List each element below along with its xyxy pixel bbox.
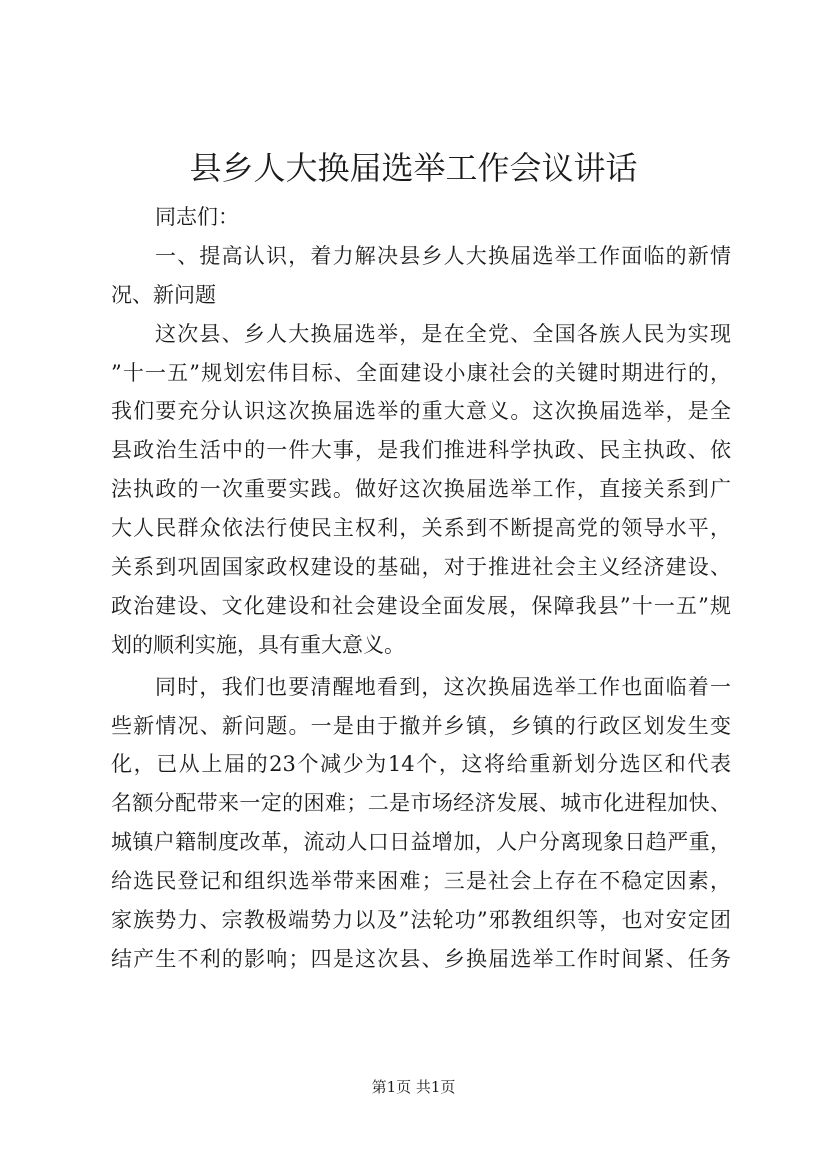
text-line: 化，已从上届的23个减少为14个，这将给重新划分选区和代表 xyxy=(111,752,731,777)
document-title: 县乡人大换届选举工作会议讲话 xyxy=(189,149,638,187)
text-line: 家族势力、宗教极端势力以及”法轮功”邪教组织等，也对安定团 xyxy=(111,908,731,933)
text-line: 些新情况、新问题。一是由于撤并乡镇，乡镇的行政区划发生变 xyxy=(111,713,731,738)
text-line: 名额分配带来一定的困难；二是市场经济发展、城市化进程加快、 xyxy=(111,791,731,816)
text-line: 县政治生活中的一件大事，是我们推进科学执政、民主执政、依 xyxy=(111,438,731,463)
text-line: 结产生不利的影响；四是这次县、乡换届选举工作时间紧、任务 xyxy=(111,946,731,971)
text-line: 一、提高认识，着力解决县乡人大换届选举工作面临的新情 xyxy=(155,243,731,268)
document-body xyxy=(111,198,731,979)
text-line: 大人民群众依法行使民主权利，关系到不断提高党的领导水平， xyxy=(111,516,731,541)
text-line: 同时，我们也要清醒地看到，这次换届选举工作也面临着一 xyxy=(155,674,731,699)
text-line: 城镇户籍制度改革，流动人口日益增加，人户分离现象日趋严重， xyxy=(111,830,731,855)
text-line: 关系到巩固国家政权建设的基础，对于推进社会主义经济建设、 xyxy=(111,555,731,580)
text-line: 政治建设、文化建设和社会建设全面发展，保障我县”十一五”规 xyxy=(111,593,731,618)
text-line: 况、新问题 xyxy=(111,282,216,307)
text-line: 给选民登记和组织选举带来困难；三是社会上存在不稳定因素， xyxy=(111,869,731,894)
text-line: ”十一五”规划宏伟目标、全面建设小康社会的关键时期进行的， xyxy=(111,360,731,385)
text-line: 划的顺利实施，具有重大意义。 xyxy=(111,632,405,657)
page-footer: 第1页 共1页 xyxy=(371,1078,456,1096)
text-line: 这次县、乡人大换届选举，是在全党、全国各族人民为实现 xyxy=(155,321,731,346)
salutation-line: 同志们： xyxy=(155,205,239,229)
text-line: 我们要充分认识这次换届选举的重大意义。这次换届选举，是全 xyxy=(111,399,731,424)
text-line: 法执政的一次重要实践。做好这次换届选举工作，直接关系到广 xyxy=(111,477,731,502)
